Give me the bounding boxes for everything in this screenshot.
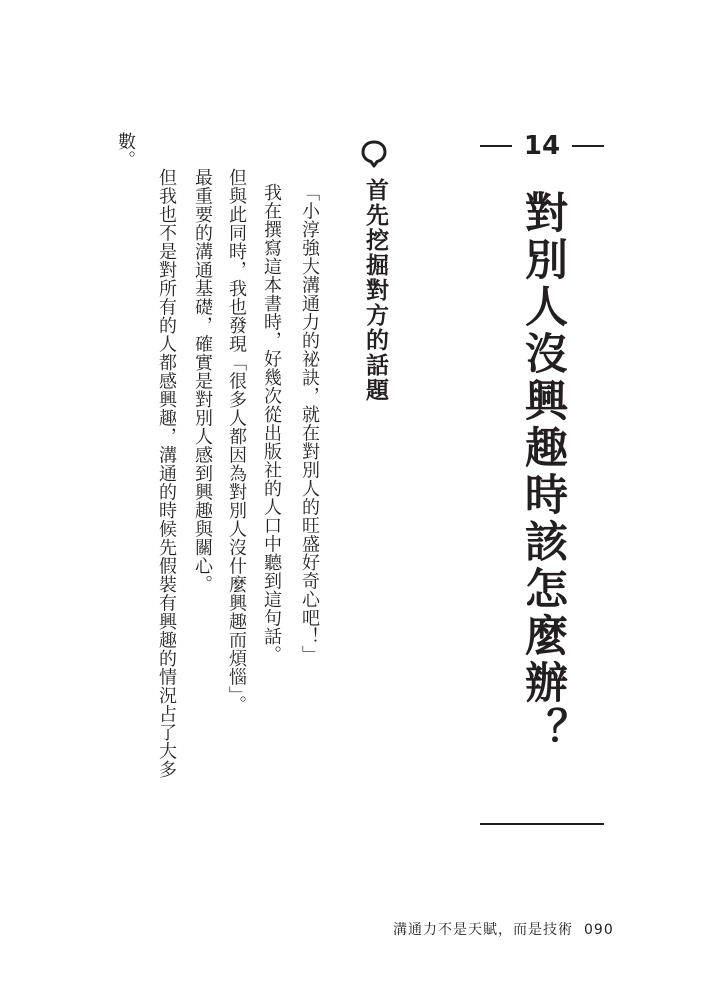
- chapter-rule-right: [572, 145, 604, 147]
- body-line: 但我也不是對所有的人都感興趣，溝通的時候先假裝有興趣的情況占了大多: [156, 168, 177, 779]
- page-number: 090: [584, 922, 614, 938]
- body-line: 但與此同時，我也發現「很多人都因為對別人沒什麼興趣而煩惱」。: [226, 168, 247, 714]
- chapter-title: 對別人沒興趣時該怎麼辦？: [518, 190, 568, 754]
- body-line: 「小淳強大溝通力的祕訣，就在對別人的旺盛好奇心吧！」: [299, 183, 320, 664]
- body-line: 數。: [115, 132, 136, 169]
- section-heading: 首先挖掘對方的話題: [362, 178, 388, 403]
- body-line: 我在撰寫這本書時，好幾次從出版社的人口中聽到這句話。: [261, 183, 282, 664]
- body-line: 最重要的溝通基礎，確實是對別人感到興趣與關心。: [192, 168, 213, 594]
- speech-bubble-icon: [360, 139, 388, 169]
- chapter-end-rule: [480, 823, 604, 825]
- footer-running-title: 溝通力不是天賦，而是技術: [393, 922, 573, 938]
- chapter-rule-left: [480, 145, 512, 147]
- chapter-number-row: [480, 131, 604, 161]
- chapter-number: 14: [523, 131, 561, 161]
